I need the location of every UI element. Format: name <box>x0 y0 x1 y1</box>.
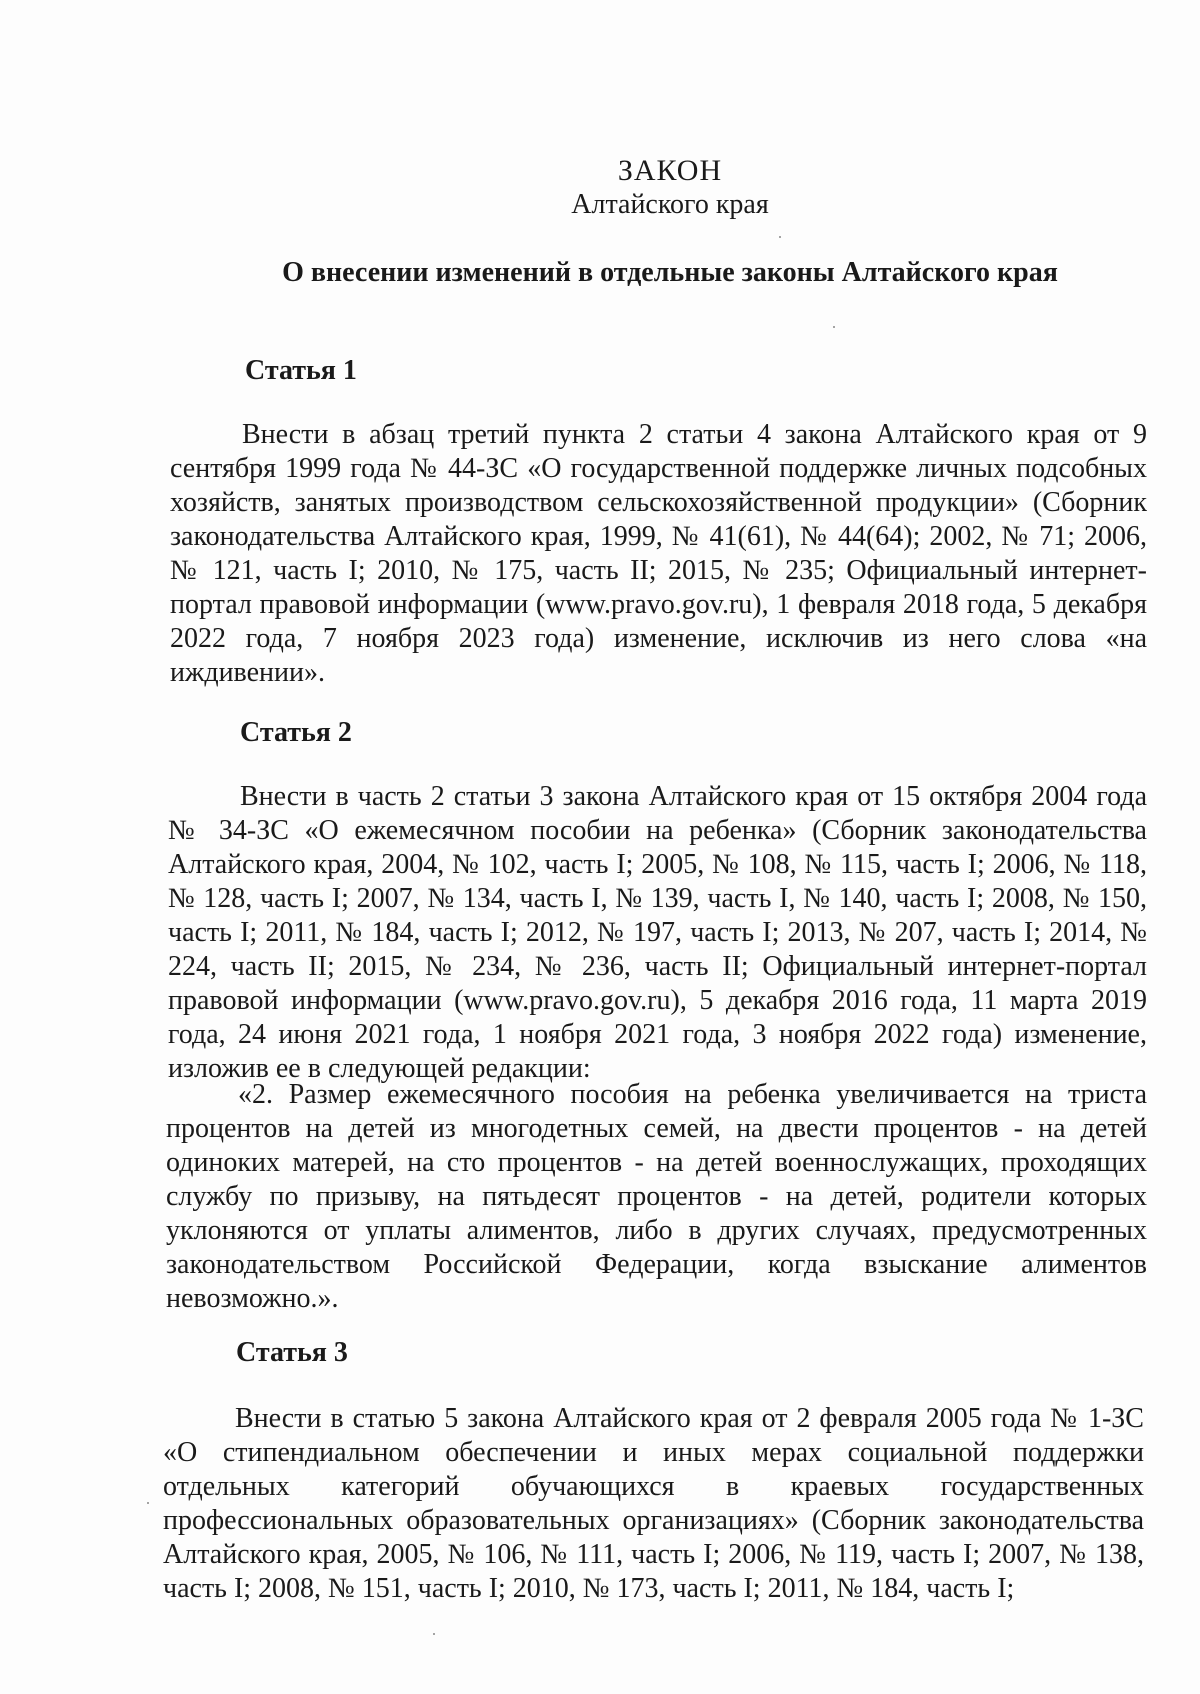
article-3-text: Внести в статью 5 закона Алтайского края от 2 февраля 2005 года № 1-ЗС «О стипендиальном обеспечении и иных мерах социальной поддержки отдельных категорий обучающихся в краевых государственных профессиональных образовательных организациях» (Сборник законодательства Алтайского края, 2005, № 106, № 111, часть I; 2006, № 119, часть I; 2007, № 138, часть I; 2008, № 151, часть I; 2010, № 173, часть I; 2011, № 184, часть I; <box>163 1403 1144 1604</box>
scan-speck <box>147 1502 149 1504</box>
scan-speck <box>433 1633 435 1635</box>
article-3-heading: Статья 3 <box>236 1337 348 1368</box>
article-1-text: Внести в абзац третий пункта 2 статьи 4 закона Алтайского края от 9 сентября 1999 года № 44-ЗС «О государственной поддержке личных подсобных хозяйств, занятых производством сельскохозяйственной продукции» (Сборник законодательства Алтайского края, 1999, № 41(61), № 44(64); 2002, № 71; 2006, № 121, часть I; 2010, № 175, часть II; 2015, № 235; Официальный интернет-портал правовой информации (www.pravo.gov.ru), 1 февраля 2018 года, 5 декабря 2022 года, 7 ноября 2023 года) изменение, исключив из него слова «на иждивении». <box>170 419 1147 688</box>
law-title: О внесении изменений в отдельные законы Алтайского края <box>282 257 1058 288</box>
law-word: ЗАКОН <box>617 154 723 187</box>
scan-speck <box>779 236 781 238</box>
law-region: Алтайского края <box>571 189 769 220</box>
article-1-heading: Статья 1 <box>245 355 357 386</box>
scan-speck <box>833 326 835 328</box>
article-2-text: Внести в часть 2 статьи 3 закона Алтайского края от 15 октября 2004 года № 34-ЗС «О ежемесячном пособии на ребенка» (Сборник законодательства Алтайского края, 2004, № 102, часть I; 2005, № 108, № 115, часть I; 2006, № 118, № 128, часть I; 2007, № 134, часть I, № 139, часть I, № 140, часть I; 2008, № 150, часть I; 2011, № 184, часть I; 2012, № 197, часть I; 2013, № 207, часть I; 2014, № 224, часть II; 2015, № 234, № 236, часть II; Официальный интернет-портал правовой информации (www.pravo.gov.ru), 5 декабря 2016 года, 11 марта 2019 года, 24 июня 2021 года, 1 ноября 2021 года, 3 ноября 2022 года) изменение, изложив ее в следующей редакции: <box>168 781 1147 1084</box>
article-2-heading: Статья 2 <box>240 717 352 748</box>
article-2-quote: «2. Размер ежемесячного пособия на ребенка увеличивается на триста процентов на детей из многодетных семей, на двести процентов - на детей одиноких матерей, на сто процентов - на детей военнослужащих, проходящих службу по призыву, на пятьдесят процентов - на детей, родители которых уклоняются от уплаты алиментов, либо в других случаях, предусмотренных законодательством Российской Федерации, когда взыскание алиментов невозможно.». <box>166 1079 1147 1314</box>
